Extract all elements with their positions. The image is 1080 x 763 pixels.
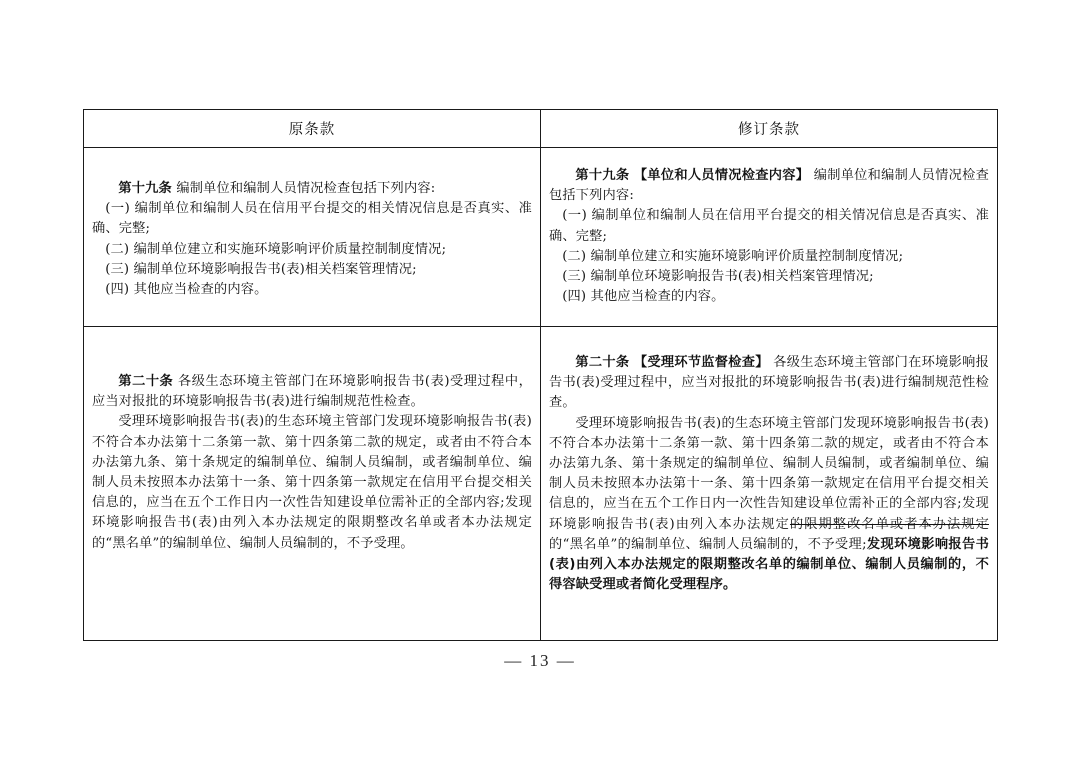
list-item: (四) 其他应当检查的内容。	[105, 282, 268, 298]
comparison-table	[83, 109, 998, 641]
list-item: (一) 编制单位和编制人员在信用平台提交的相关情况信息是否真实、准确、完整;	[549, 208, 989, 244]
article-number: 第二十条	[118, 374, 174, 389]
article-lead: 各级生态环境主管部门在环境影响报告书(表)受理过程中，应当对报批的环境影响报告书(表)进行编制规范性检查。	[549, 355, 989, 411]
article-number: 第十九条	[575, 168, 630, 183]
article-lead: 编制单位和编制人员情况检查包括下列内容:	[549, 168, 989, 204]
page-number: — 13 —	[504, 651, 576, 670]
article-lead: 编制单位和编制人员情况检查包括下列内容:	[176, 181, 436, 196]
list-item: (三) 编制单位环境影响报告书(表)相关档案管理情况;	[562, 269, 874, 285]
list-item: (二) 编制单位建立和实施环境影响评价质量控制制度情况;	[562, 248, 904, 264]
cell-original-art20	[84, 327, 541, 641]
article-number: 第十九条	[118, 181, 172, 196]
table-row	[84, 327, 998, 641]
header-original: 原条款	[84, 110, 541, 148]
art20-original-lead	[92, 372, 532, 412]
cell-revised-art20	[541, 327, 998, 641]
list-item: (三) 编制单位环境影响报告书(表)相关档案管理情况;	[105, 261, 417, 277]
added-text: 发现环境影响报告书(表)由列入本办法规定的限期整改名单的编制单位、编制人员编制的，不得容缺受理或者简化受理程序。	[549, 536, 989, 593]
article-title: 【单位和人员情况检查内容】	[633, 168, 810, 183]
list-item: (一) 编制单位和编制人员在信用平台提交的相关情况信息是否真实、准确、完整;	[92, 201, 532, 237]
article-number: 第二十条	[575, 355, 630, 370]
list-item: (四) 其他应当检查的内容。	[562, 289, 725, 305]
list-item: (二) 编制单位建立和实施环境影响评价质量控制制度情况;	[105, 241, 447, 257]
para2-start: 受理环境影响报告书(表)的生态环境主管部门发现环境影响报告书(表)不符合本办法第十二条第一款、第十四条第二款的规定，或者由不符合本办法第九条、第十条规定的编制单位、编制人员编制，或者编制单位、编制人员未按照本办法第十一条、第十四条第一款规定在信用平台提交相关信息的，应当在五个工作日内一次性告知建设单位需补正的全部内容;发现环境影响报告书(表)由列入本办法规定	[549, 415, 989, 532]
header-revised: 修订条款	[541, 110, 998, 148]
deleted-text: 的限期整改名单或者本办法规定	[789, 516, 989, 532]
art19-original-lead	[92, 179, 532, 199]
art19-revised-lead	[549, 166, 989, 206]
table-header-row	[84, 110, 998, 148]
art20-original-para2: 受理环境影响报告书(表)的生态环境主管部门发现环境影响报告书(表)不符合本办法第十二条第一款、第十四条第二款的规定，或者由不符合本办法第九条、第十条规定的编制单位、编制人员编制，或者编制单位、编制人员未按照本办法第十一条、第十四条第一款规定在信用平台提交相关信息的，应当在五个工作日内一次性告知建设单位需补正的全部内容;发现环境影响报告书(表)由列入本办法规定的限期整改名单或者本办法规定的“黑名单”的编制单位、编制人员编制的，不予受理。	[92, 414, 532, 551]
article-lead: 各级生态环境主管部门在环境影响报告书(表)受理过程中，应当对报批的环境影响报告书(表)进行编制规范性检查。	[92, 374, 532, 410]
article-title: 【受理环节监督检查】	[633, 355, 769, 370]
cell-original-art19	[84, 148, 541, 327]
art20-revised-para2	[549, 414, 989, 596]
para2-mid: 的“黑名单”的编制单位、编制人员编制的，不予受理;	[549, 536, 867, 552]
table-row	[84, 148, 998, 327]
cell-revised-art19	[541, 148, 998, 327]
art20-revised-lead	[549, 353, 989, 414]
